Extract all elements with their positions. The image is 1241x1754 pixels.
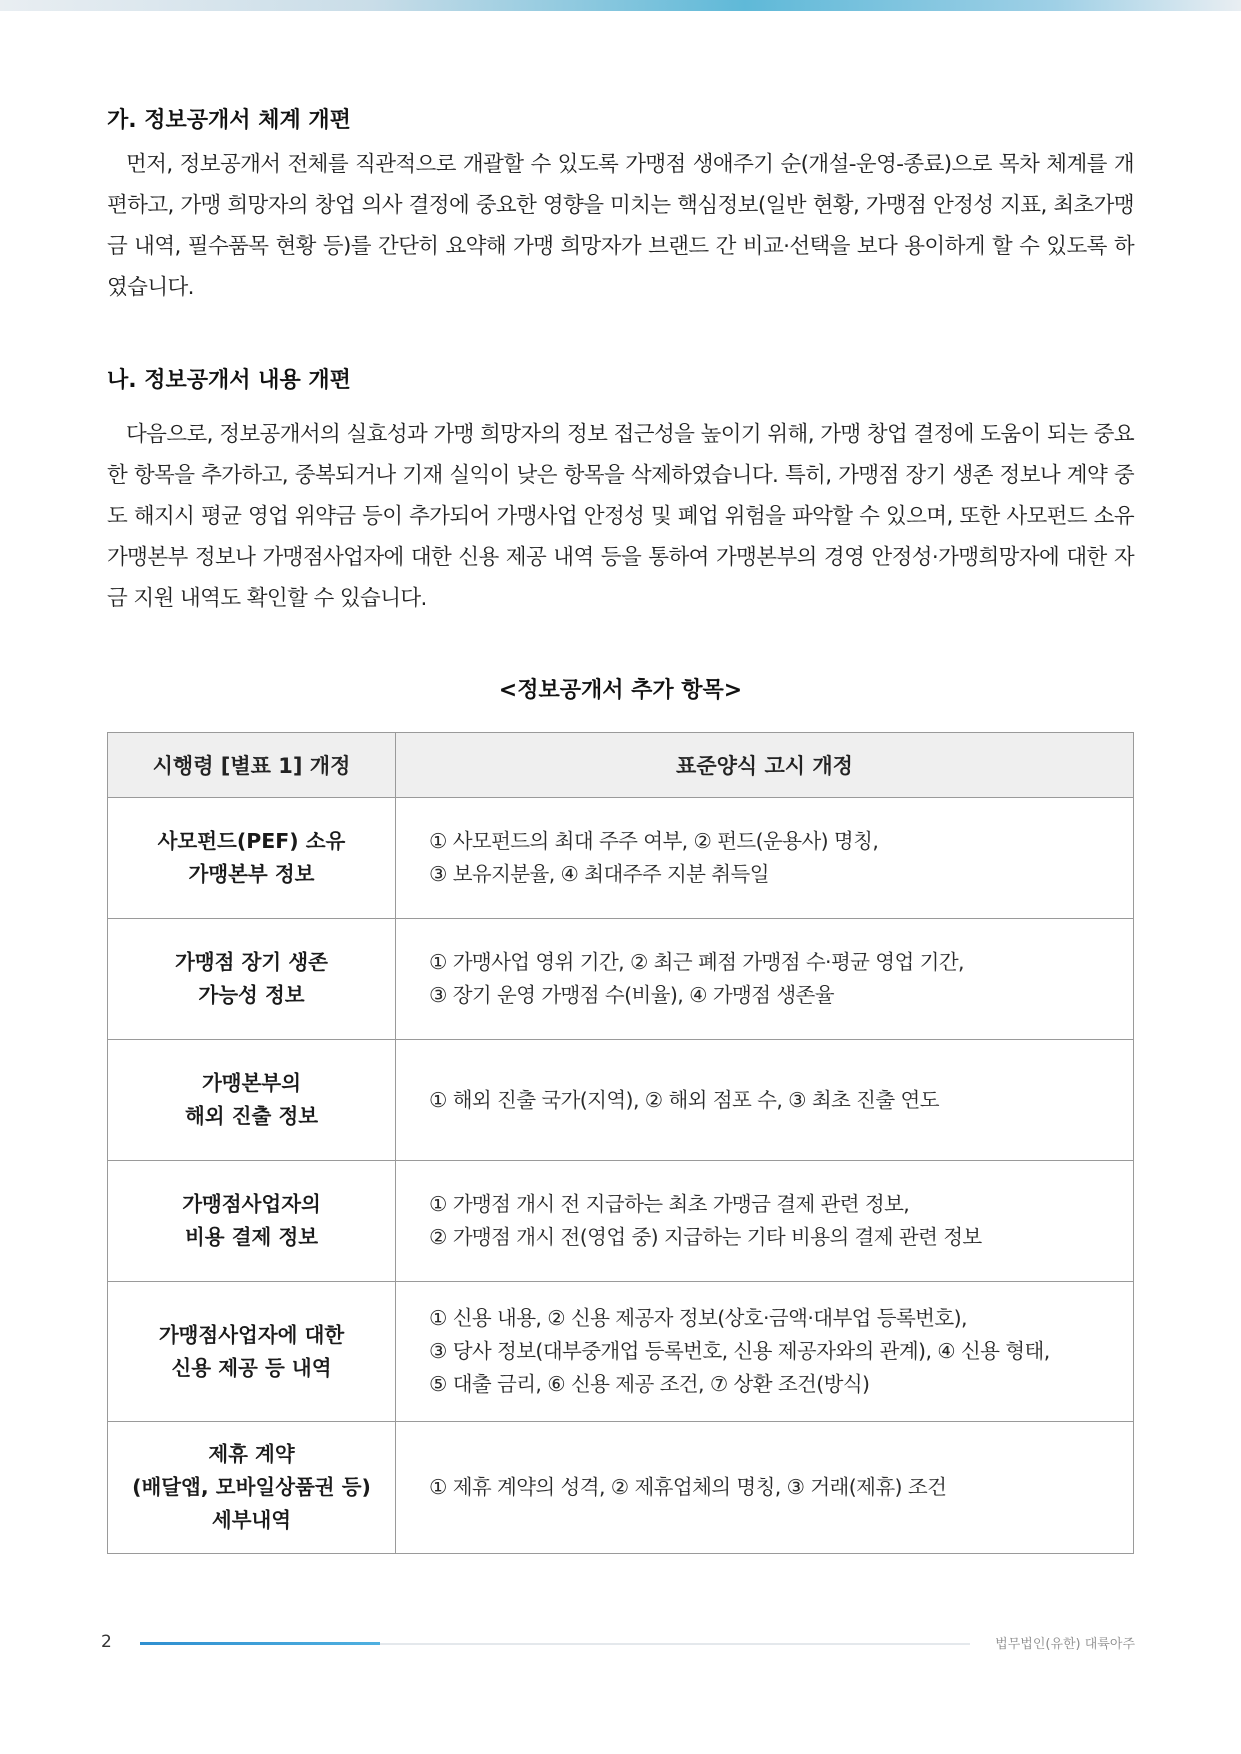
row-details — [396, 1422, 1134, 1554]
category-line: 제휴 계약 — [208, 1442, 295, 1466]
category-line: 사모펀드(PEF) 소유 — [157, 829, 346, 853]
table-row — [108, 798, 1134, 919]
category-line: 세부내역 — [211, 1508, 292, 1532]
footer-firm-name: 법무법인(유한) 대륙아주 — [995, 1637, 1135, 1652]
detail-line: ③ 당사 정보(대부중개업 등록번호, 신용 제공자와의 관계), ④ 신용 형태, — [429, 1339, 1050, 1363]
detail-line: ③ 장기 운영 가맹점 수(비율), ④ 가맹점 생존율 — [429, 983, 834, 1007]
footer-divider-accent — [140, 1642, 380, 1645]
category-line: 비용 결제 정보 — [184, 1225, 319, 1249]
additional-items-table — [107, 732, 1134, 1554]
row-category — [108, 1422, 396, 1554]
detail-line: ② 가맹점 개시 전(영업 중) 지급하는 기타 비용의 결제 관련 정보 — [429, 1225, 982, 1249]
category-line: 가맹본부의 — [201, 1071, 301, 1095]
row-category — [108, 1161, 396, 1282]
category-line: (배달앱, 모바일상품권 등) — [132, 1475, 371, 1499]
table-caption: <정보공개서 추가 항목> — [498, 678, 743, 703]
row-category — [108, 1040, 396, 1161]
table-row — [108, 1040, 1134, 1161]
row-details — [396, 1040, 1134, 1161]
category-line: 가능성 정보 — [198, 983, 305, 1007]
detail-line: ① 해외 진출 국가(지역), ② 해외 점포 수, ③ 최초 진출 연도 — [429, 1087, 939, 1112]
row-category — [108, 798, 396, 919]
row-details — [396, 919, 1134, 1040]
table-row — [108, 1161, 1134, 1282]
category-line: 가맹점 장기 생존 — [175, 950, 328, 974]
section-a-body: 먼저, 정보공개서 전체를 직관적으로 개괄할 수 있도록 가맹점 생애주기 순(개설-운영-종료)으로 목차 체계를 개편하고, 가맹 희망자의 창업 의사 결정에 중요한 영향을 미치는 핵심정보(일반 현황, 가맹점 안정성 지표, 최초가맹금 내역, 필수품목 현황 등)를 간단히 요약해 가맹 희망자가 브랜드 간 비교·선택을 보다 용이하게 할 수 있도록 하였습니다. — [107, 152, 1134, 300]
page-number: 2 — [101, 1632, 112, 1652]
detail-line: ⑤ 대출 금리, ⑥ 신용 제공 조건, ⑦ 상환 조건(방식) — [429, 1372, 870, 1396]
header-standard-form: 표준양식 고시 개정 — [396, 733, 1134, 798]
row-details — [396, 1161, 1134, 1282]
row-category — [108, 1282, 396, 1422]
detail-line: ① 신용 내용, ② 신용 제공자 정보(상호·금액·대부업 등록번호), — [429, 1306, 967, 1330]
detail-line: ① 사모펀드의 최대 주주 여부, ② 펀드(운용사) 명칭, — [429, 829, 879, 853]
section-a-heading: 가. 정보공개서 체계 개편 — [107, 108, 351, 133]
header-enforcement-decree: 시행령 [별표 1] 개정 — [108, 733, 396, 798]
section-b-body: 다음으로, 정보공개서의 실효성과 가맹 희망자의 정보 접근성을 높이기 위해, 가맹 창업 결정에 도움이 되는 중요한 항목을 추가하고, 중복되거나 기재 실익이 낮은 항목을 삭제하였습니다. 특히, 가맹점 장기 생존 정보나 계약 중도 해지시 평균 영업 위약금 등이 추가되어 가맹사업 안정성 및 폐업 위험을 파악할 수 있으며, 또한 사모펀드 소유 가맹본부 정보나 가맹점사업자에 대한 신용 제공 내역 등을 통하여 가맹본부의 경영 안정성·가맹희망자에 대한 자금 지원 내역도 확인할 수 있습니다. — [107, 422, 1134, 611]
category-line: 가맹본부 정보 — [188, 862, 315, 886]
row-category — [108, 919, 396, 1040]
category-line: 가맹점사업자의 — [182, 1192, 321, 1216]
category-line: 해외 진출 정보 — [184, 1104, 319, 1128]
detail-line: ① 가맹사업 영위 기간, ② 최근 폐점 가맹점 수·평균 영업 기간, — [429, 950, 964, 974]
row-details — [396, 1282, 1134, 1422]
detail-line: ① 가맹점 개시 전 지급하는 최초 가맹금 결제 관련 정보, — [429, 1192, 910, 1216]
category-line: 신용 제공 등 내역 — [171, 1355, 332, 1380]
section-b-heading: 나. 정보공개서 내용 개편 — [107, 368, 351, 393]
detail-line: ① 제휴 계약의 성격, ② 제휴업체의 명칭, ③ 거래(제휴) 조건 — [429, 1475, 947, 1499]
detail-line: ③ 보유지분율, ④ 최대주주 지분 취득일 — [429, 862, 769, 886]
table-row — [108, 919, 1134, 1040]
table-header-row — [108, 733, 1134, 798]
table-row — [108, 1422, 1134, 1554]
top-decorative-bar — [0, 0, 1241, 11]
category-line: 가맹점사업자에 대한 — [158, 1322, 345, 1347]
row-details — [396, 798, 1134, 919]
table-row — [108, 1282, 1134, 1422]
